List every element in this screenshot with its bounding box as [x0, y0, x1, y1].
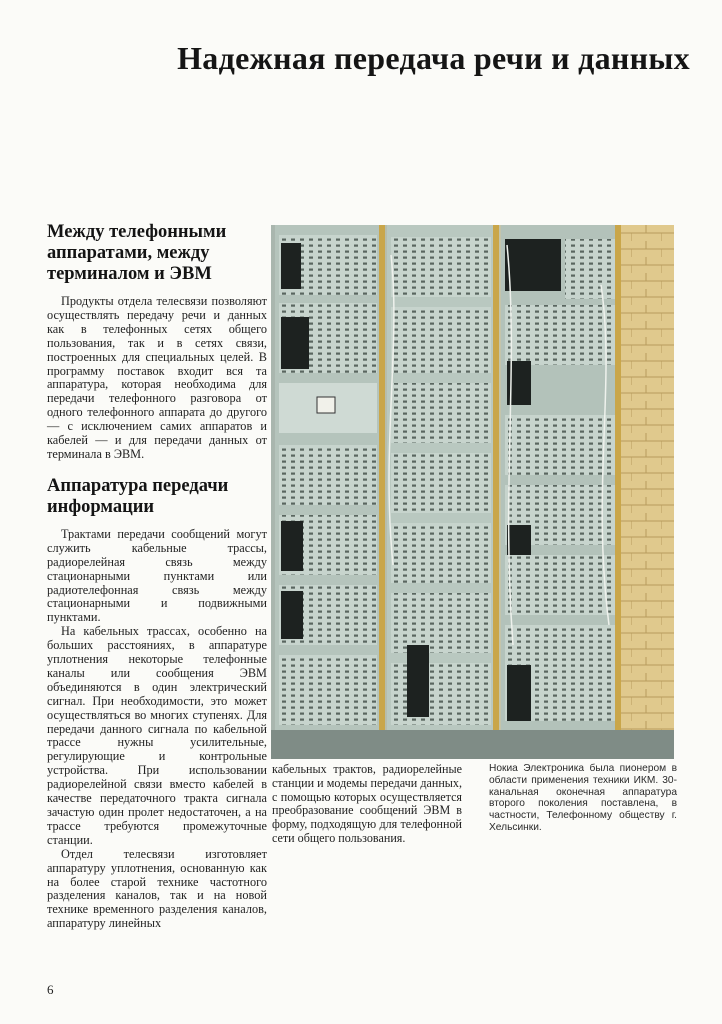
section-2-paragraph-3: Отдел телесвязи изготовляет аппаратуру уплотнения, основанную как на более старой технике частотного разделения каналов, так и на новой технике временного разделения каналов, аппаратуру линейных: [47, 846, 267, 931]
main-text-column: [47, 222, 267, 931]
section-heading-1: Между телефонными аппаратами, между терминалом и ЭВМ: [47, 222, 227, 284]
section-2-paragraph-1: Трактами передачи сообщений могут служить кабельные трассы, радиорелейная связь между стационарными пунктами или радиотелефонная связь между стационарными и подвижными пунктами.: [47, 526, 267, 625]
section-2-paragraph-2: На кабельных трассах, особенно на больших расстояниях, в аппаратуре уплотнения некоторые телефонные каналы или сообщения ЭВМ объединяются в один электрический сигнал. При необходимости, это может осуществляться во многих ступенях. Для передачи данного сигнала по кабельной трассе нужны усилительные, регулирующие и контрольные устройства. При использовании радиорелейной связи вместо кабелей в качестве передаточного тракта сигнала зачастую один пролет недостаточен, а на трассе требуются промежуточные станции.: [47, 624, 267, 847]
page-title: Надежная передача речи и данных: [177, 40, 690, 76]
continuation-paragraph: кабельных трактов, радиорелейные станции и модемы передачи данных, с помощью которых осуществляется преобразование сообщений ЭВМ в форму, подходящую для телефонной сети общего пользования.: [272, 762, 462, 845]
continuation-column: [272, 763, 462, 846]
equipment-racks-photo: [271, 225, 674, 759]
page-number: 6: [47, 982, 54, 997]
section-heading-2: Аппаратура передачи информации: [47, 475, 229, 517]
section-1-paragraph: Продукты отдела телесвязи позволяют осуществлять передачу речи и данных как в телефонных сетях общего пользования, так и в сетях связи, построенных для специальных целей. В программу поставок входит вся та аппаратура, которая необходима для передачи телефонного разговора от одного телефонного аппарата до другого — с исключением самих аппаратов и кабелей — и для передачи данных от терминала в ЭВМ.: [47, 294, 267, 461]
photo-caption: Нокиа Электроника была пионером в области применения техники ИКМ. 30-канальная оконечная аппаратура второго поколения поставлена, в частности, Телефонному обществу г. Хельсинки.: [489, 763, 677, 833]
